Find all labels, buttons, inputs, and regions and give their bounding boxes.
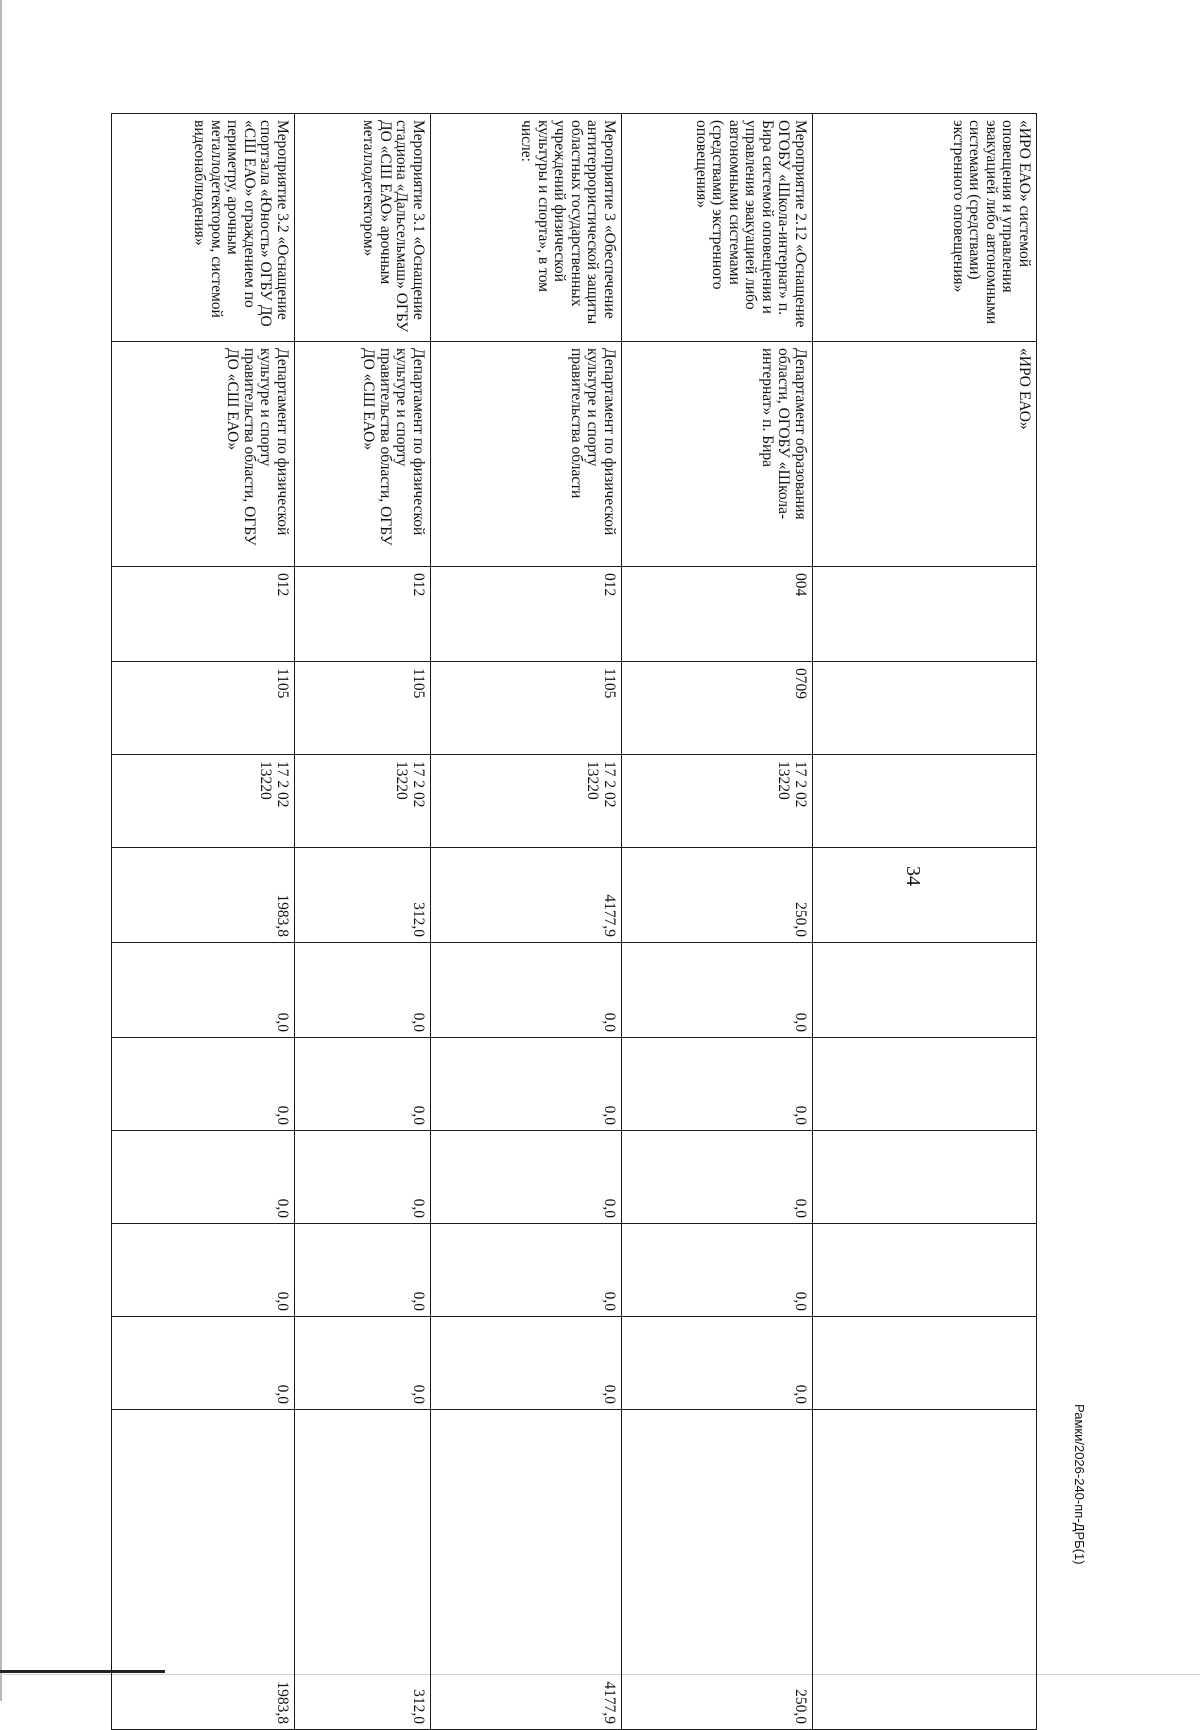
cell-value-3: 0,0 bbox=[622, 1038, 813, 1131]
cell-total: 4177,9 bbox=[431, 1410, 622, 1730]
cell-rzpr: 1105 bbox=[295, 662, 431, 755]
cell-grbs: 012 bbox=[431, 567, 622, 662]
cell-grbs: 012 bbox=[112, 567, 295, 662]
cell-value-1 bbox=[813, 848, 1037, 943]
cell-value-3: 0,0 bbox=[295, 1038, 431, 1131]
cell-name: «ИРО ЕАО» системой оповещения и управления эвакуацией либо автономными системами (средствами) экстренного оповещения» bbox=[813, 114, 1037, 342]
cell-value-3 bbox=[813, 1038, 1037, 1131]
cell-executor: «ИРО ЕАО» bbox=[813, 342, 1037, 567]
cell-csr: 17 2 02 13220 bbox=[622, 755, 813, 848]
cell-value-6: 0,0 bbox=[295, 1317, 431, 1410]
cell-value-4: 0,0 bbox=[112, 1131, 295, 1224]
cell-value-2: 0,0 bbox=[622, 943, 813, 1038]
cell-name: Мероприятие 2.12 «Оснащение ОГОБУ «Школа-интернат» п. Бира системой оповещения и управления эвакуацией либо автономными системами (средствами) экстренного оповещения» bbox=[622, 114, 813, 342]
cell-value-4: 0,0 bbox=[622, 1131, 813, 1224]
table-row bbox=[295, 114, 431, 1730]
table-row bbox=[112, 114, 295, 1730]
cell-grbs: 012 bbox=[295, 567, 431, 662]
cell-executor: Департамент образования области, ОГОБУ «Школа-интернат» п. Бира bbox=[622, 342, 813, 567]
cell-value-5: 0,0 bbox=[622, 1224, 813, 1317]
cell-csr: 17 2 02 13220 bbox=[112, 755, 295, 848]
cell-value-1: 4177,9 bbox=[431, 848, 622, 943]
rotated-table-container bbox=[112, 113, 1037, 1724]
cell-value-6 bbox=[813, 1317, 1037, 1410]
cell-value-6: 0,0 bbox=[622, 1317, 813, 1410]
cell-value-3: 0,0 bbox=[112, 1038, 295, 1131]
cell-value-1: 312,0 bbox=[295, 848, 431, 943]
cell-value-4: 0,0 bbox=[295, 1131, 431, 1224]
cell-value-2: 0,0 bbox=[431, 943, 622, 1038]
footer-document-code: Рамки/2026-240-пп-ДРБ(1) bbox=[1072, 1404, 1087, 1565]
table-row bbox=[622, 114, 813, 1730]
cell-value-6: 0,0 bbox=[112, 1317, 295, 1410]
cell-total bbox=[813, 1410, 1037, 1730]
cell-rzpr bbox=[813, 662, 1037, 755]
table-row bbox=[813, 114, 1037, 1730]
scan-edge-left bbox=[0, 0, 2, 1701]
cell-rzpr: 0709 bbox=[622, 662, 813, 755]
cell-csr bbox=[813, 755, 1037, 848]
cell-name: Мероприятие 3 «Обеспечение антитеррористической защиты областных государственных учреждений физической культуры и спорта», в том числе: bbox=[431, 114, 622, 342]
cell-value-3: 0,0 bbox=[431, 1038, 622, 1131]
cell-value-6: 0,0 bbox=[431, 1317, 622, 1410]
cell-executor: Департамент по физической культуре и спорту правительства области bbox=[431, 342, 622, 567]
measures-table bbox=[111, 113, 1037, 1730]
cell-value-4 bbox=[813, 1131, 1037, 1224]
cell-value-5 bbox=[813, 1224, 1037, 1317]
cell-rzpr: 1105 bbox=[112, 662, 295, 755]
cell-name: Мероприятие 3.2 «Оснащение спортзала «Юность» ОГБУ ДО «СШ ЕАО» ограждением по периметру, арочным металлодетектором, системой видеонаблюдения» bbox=[112, 114, 295, 342]
cell-total: 250,0 bbox=[622, 1410, 813, 1730]
cell-value-2 bbox=[813, 943, 1037, 1038]
cell-grbs bbox=[813, 567, 1037, 662]
cell-csr: 17 2 02 13220 bbox=[295, 755, 431, 848]
cell-name: Мероприятие 3.1 «Оснащение стадиона «Дальсельмаш» ОГБУ ДО «СШ ЕАО» арочным металлодетектором» bbox=[295, 114, 431, 342]
cell-value-2: 0,0 bbox=[295, 943, 431, 1038]
cell-value-5: 0,0 bbox=[112, 1224, 295, 1317]
cell-value-5: 0,0 bbox=[295, 1224, 431, 1317]
cell-csr: 17 2 02 13220 bbox=[431, 755, 622, 848]
cell-executor: Департамент по физической культуре и спорту правительства области, ОГБУ ДО «СШ ЕАО» bbox=[295, 342, 431, 567]
cell-value-1: 250,0 bbox=[622, 848, 813, 943]
cell-value-5: 0,0 bbox=[431, 1224, 622, 1317]
cell-total: 1983,8 bbox=[112, 1410, 295, 1730]
cell-rzpr: 1105 bbox=[431, 662, 622, 755]
page-number: 34 bbox=[902, 866, 924, 886]
cell-value-1: 1983,8 bbox=[112, 848, 295, 943]
cell-executor: Департамент по физической культуре и спорту правительства области, ОГБУ ДО «СШ ЕАО» bbox=[112, 342, 295, 567]
table-row bbox=[431, 114, 622, 1730]
cell-value-2: 0,0 bbox=[112, 943, 295, 1038]
cell-value-4: 0,0 bbox=[431, 1131, 622, 1224]
cell-total: 312,0 bbox=[295, 1410, 431, 1730]
cell-grbs: 004 bbox=[622, 567, 813, 662]
